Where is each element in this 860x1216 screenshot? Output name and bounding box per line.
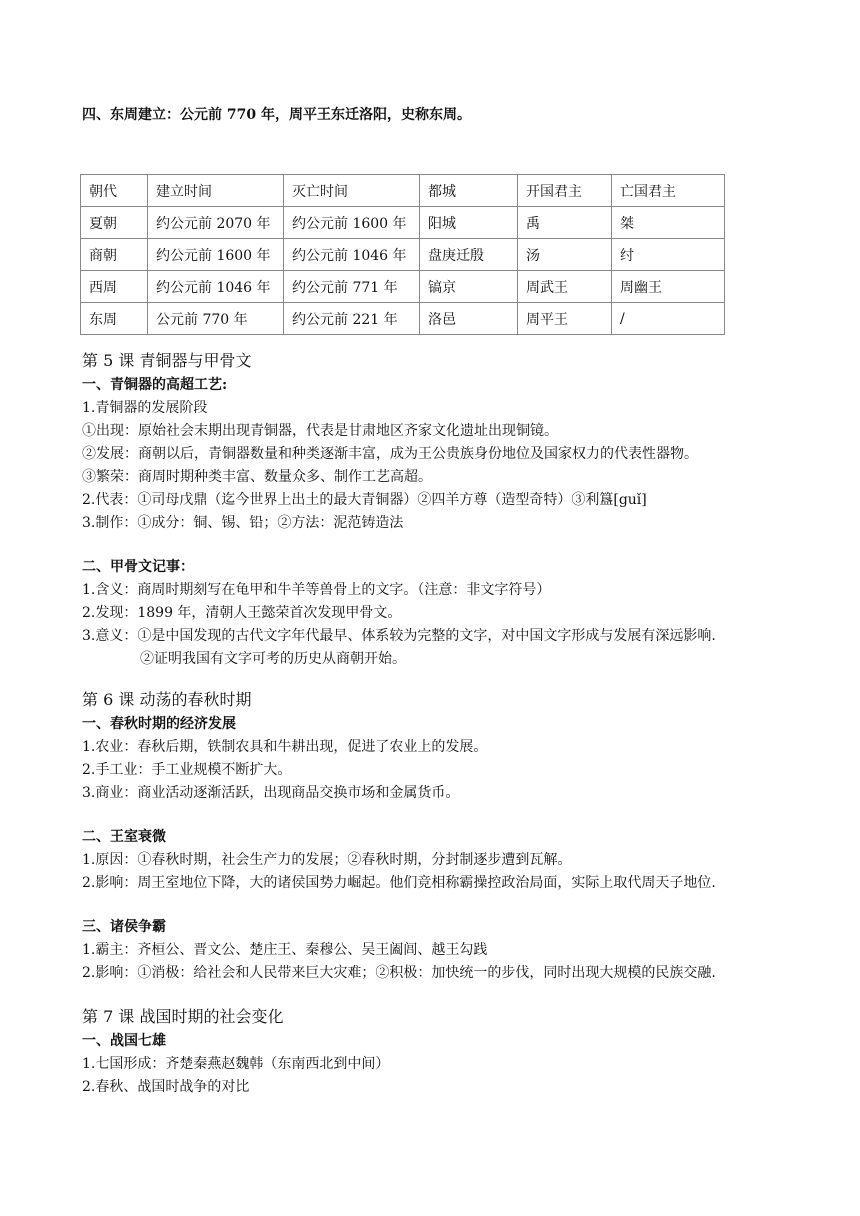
table-cell: 禹 xyxy=(518,207,612,239)
table-cell: 阳城 xyxy=(420,207,518,239)
section-heading: 一、青铜器的高超工艺: xyxy=(82,377,228,393)
text-line: 1.原因：①春秋时期，社会生产力的发展；②春秋时期，分封制逐步遭到瓦解。 xyxy=(82,852,572,868)
text-line: 3.商业：商业活动逐渐活跃，出现商品交换市场和金属货币。 xyxy=(82,785,460,801)
table-cell: 周平王 xyxy=(518,303,612,335)
text-line: 1.农业：春秋后期，铁制农具和牛耕出现，促进了农业上的发展。 xyxy=(82,739,488,755)
text-line: 2.影响：①消极：给社会和人民带来巨大灾难；②积极：加快统一的步伐，同时出现大规模的民族交融. xyxy=(82,965,716,981)
table-row xyxy=(81,207,725,239)
text-line: ②发展：商朝以后，青铜器数量和种类逐渐丰富，成为王公贵族身份地位及国家权力的代表性器物。 xyxy=(82,446,698,462)
section-heading-east-zhou: 四、东周建立：公元前 770 年，周平王东迁洛阳，史称东周。 xyxy=(82,107,471,123)
table-row xyxy=(81,239,725,271)
text-line: ①出现：原始社会末期出现青铜器，代表是甘肃地区齐家文化遗址出现铜镜。 xyxy=(82,423,558,439)
table-header-cell: 亡国君主 xyxy=(612,175,725,207)
table-cell: 盘庚迁殷 xyxy=(420,239,518,271)
table-cell: / xyxy=(612,303,725,335)
table-cell: 洛邑 xyxy=(420,303,518,335)
table-cell: 约公元前 771 年 xyxy=(284,271,420,303)
lesson-title: 第 5 课 青铜器与甲骨文 xyxy=(82,351,252,370)
table-header-cell: 都城 xyxy=(420,175,518,207)
text-line: 3.意义：①是中国发现的古代文字年代最早、体系较为完整的文字，对中国文字形成与发展有深远影响. xyxy=(82,628,716,644)
table-row xyxy=(81,271,725,303)
text-line: 1.含义：商周时期刻写在龟甲和牛羊等兽骨上的文字。（注意：非文字符号） xyxy=(82,582,551,598)
text-line: ②证明我国有文字可考的历史从商朝开始。 xyxy=(140,651,406,667)
section-heading: 三、诸侯争霸 xyxy=(82,919,166,935)
table-cell: 约公元前 1046 年 xyxy=(284,239,420,271)
table-cell: 约公元前 221 年 xyxy=(284,303,420,335)
table-cell: 西周 xyxy=(81,271,148,303)
table-cell: 约公元前 2070 年 xyxy=(148,207,284,239)
table-header-cell: 朝代 xyxy=(81,175,148,207)
section-heading: 二、王室衰微 xyxy=(82,829,166,845)
table-cell: 约公元前 1600 年 xyxy=(284,207,420,239)
table-header-cell: 建立时间 xyxy=(148,175,284,207)
section-heading: 二、甲骨文记事： xyxy=(82,559,194,575)
text-line: 2.春秋、战国时战争的对比 xyxy=(82,1079,250,1095)
table-header-cell: 开国君主 xyxy=(518,175,612,207)
table-cell: 纣 xyxy=(612,239,725,271)
table-cell: 周幽王 xyxy=(612,271,725,303)
table-cell: 公元前 770 年 xyxy=(148,303,284,335)
text-line: 1.七国形成：齐楚秦燕赵魏韩（东南西北到中间） xyxy=(82,1056,390,1072)
text-line: 2.代表：①司母戊鼎（迄今世界上出土的最大青铜器）②四羊方尊（造型奇特）③利簋[guǐ] xyxy=(82,492,647,508)
text-line: ③繁荣：商周时期种类丰富、数量众多、制作工艺高超。 xyxy=(82,469,432,485)
lesson-title: 第 6 课 动荡的春秋时期 xyxy=(82,690,252,709)
section-heading: 一、春秋时期的经济发展 xyxy=(82,716,236,732)
text-line: 2.手工业：手工业规模不断扩大。 xyxy=(82,762,292,778)
table-cell: 周武王 xyxy=(518,271,612,303)
table-cell: 夏朝 xyxy=(81,207,148,239)
dynasty-table xyxy=(80,174,725,335)
table-cell: 汤 xyxy=(518,239,612,271)
text-line: 1.霸主：齐桓公、晋文公、楚庄王、秦穆公、吴王阖闾、越王勾践 xyxy=(82,942,488,958)
table-cell: 镐京 xyxy=(420,271,518,303)
section-heading: 一、战国七雄 xyxy=(82,1033,166,1049)
text-line: 2.发现：1899 年，清朝人王懿荣首次发现甲骨文。 xyxy=(82,605,402,621)
table-cell: 约公元前 1046 年 xyxy=(148,271,284,303)
text-line: 3.制作：①成分：铜、锡、铅；②方法：泥范铸造法 xyxy=(82,515,404,531)
table-cell: 商朝 xyxy=(81,239,148,271)
table-cell: 约公元前 1600 年 xyxy=(148,239,284,271)
table-cell: 桀 xyxy=(612,207,725,239)
text-line: 2.影响：周王室地位下降，大的诸侯国势力崛起。他们竞相称霸操控政治局面，实际上取代周天子地位. xyxy=(82,875,716,891)
table-header-cell: 灭亡时间 xyxy=(284,175,420,207)
table-cell: 东周 xyxy=(81,303,148,335)
text-line: 1.青铜器的发展阶段 xyxy=(82,400,208,416)
table-row xyxy=(81,303,725,335)
table-header-row xyxy=(81,175,725,207)
lesson-title: 第 7 课 战国时期的社会变化 xyxy=(82,1007,284,1026)
